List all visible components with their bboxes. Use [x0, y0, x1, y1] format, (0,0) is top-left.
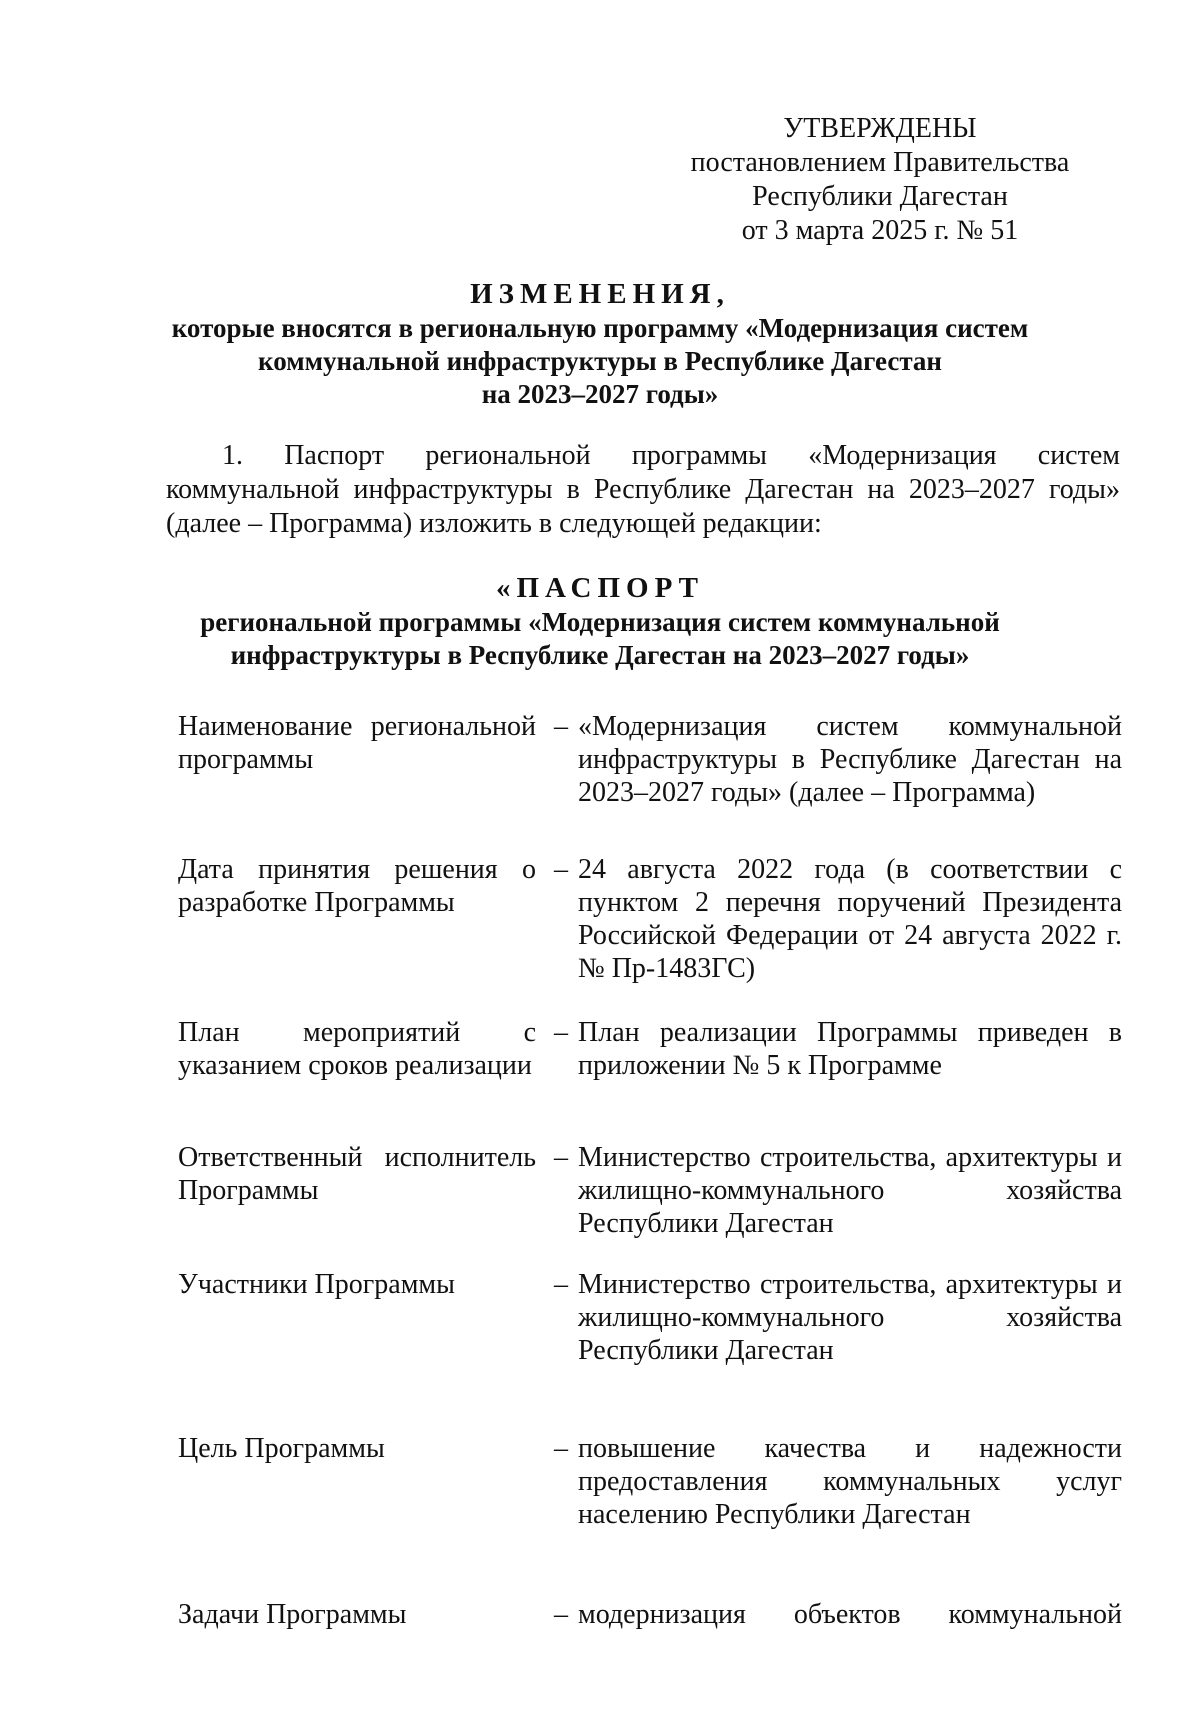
passport-title: [120, 570, 1080, 672]
row-dash: –: [554, 1142, 568, 1173]
approval-line-4: от 3 марта 2025 г. № 51: [741, 215, 1019, 246]
passport-line-2: инфраструктуры в Республике Дагестан на 2023–2027 годы»: [230, 640, 970, 670]
title-line-2: коммунальной инфраструктуры в Республике Дагестан: [258, 346, 942, 376]
title-line-1: которые вносятся в региональную программу «Модернизация систем: [171, 313, 1029, 343]
row-label: Наименование региональной программы: [178, 711, 536, 775]
row-value: 24 августа 2022 года (в соответствии с пунктом 2 перечня поручений Президента Российской Федерации от 24 августа 2022 г. № Пр-1483ГС): [578, 854, 1122, 984]
row-label: Задачи Программы: [178, 1599, 407, 1630]
title-heading: ИЗМЕНЕНИЯ,: [470, 278, 730, 310]
row-value: модернизация объектов коммунальной: [578, 1599, 1122, 1630]
row-value: повышение качества и надежности предоставления коммунальных услуг населению Республики Дагестан: [578, 1433, 1122, 1530]
document-title: [120, 276, 1080, 411]
row-label: Ответственный исполнитель Программы: [178, 1142, 536, 1206]
row-dash: –: [554, 1599, 568, 1630]
approval-line-2: постановлением Правительства: [690, 147, 1070, 178]
row-dash: –: [554, 854, 568, 885]
row-dash: –: [554, 1017, 568, 1048]
row-dash: –: [554, 1433, 568, 1464]
row-dash: –: [554, 1269, 568, 1300]
approval-line-3: Республики Дагестан: [752, 181, 1008, 212]
intro-paragraph: [166, 439, 1120, 541]
row-label: Цель Программы: [178, 1433, 385, 1464]
row-dash: –: [554, 711, 568, 742]
intro-text: 1. Паспорт региональной программы «Модернизация систем коммунальной инфраструктуры в Республике Дагестан на 2023–2027 годы» (далее – Программа) изложить в следующей редакции:: [166, 440, 1120, 539]
row-value: Министерство строительства, архитектуры и жилищно-коммунального хозяйства Республики Дагестан: [578, 1269, 1122, 1366]
passport-line-1: региональной программы «Модернизация систем коммунальной: [200, 607, 1000, 637]
approval-stamp: [660, 112, 1100, 248]
row-value: Министерство строительства, архитектуры и жилищно-коммунального хозяйства Республики Дагестан: [578, 1142, 1122, 1239]
row-value: «Модернизация систем коммунальной инфраструктуры в Республике Дагестан на 2023–2027 годы» (далее – Программа): [578, 711, 1122, 808]
title-line-3: на 2023–2027 годы»: [481, 379, 719, 409]
passport-heading: «ПАСПОРТ: [495, 572, 705, 604]
row-label: Участники Программы: [178, 1269, 455, 1300]
approval-line-1: УТВЕРЖДЕНЫ: [783, 113, 977, 144]
row-value: План реализации Программы приведен в приложении № 5 к Программе: [578, 1017, 1122, 1081]
row-label: План мероприятий с указанием сроков реализации: [178, 1017, 536, 1081]
row-label: Дата принятия решения о разработке Программы: [178, 854, 536, 918]
